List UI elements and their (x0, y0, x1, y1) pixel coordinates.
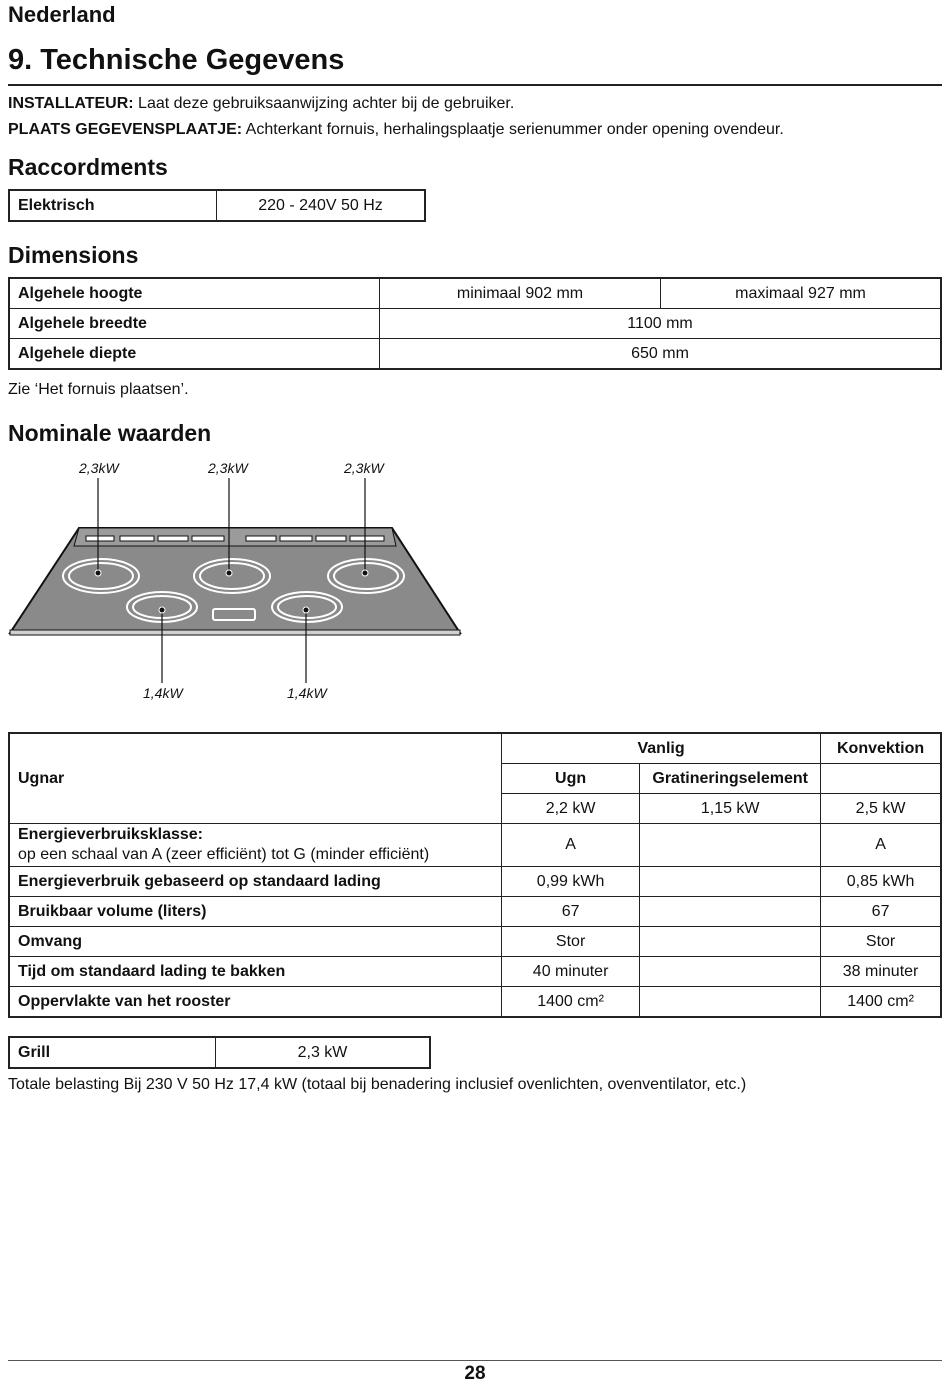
oven-row-ugn: 67 (501, 897, 639, 927)
energy-class-sub: op een schaal van A (zeer efficiënt) tot G (minder efficiënt) (18, 846, 430, 863)
dimension-value: 650 mm (380, 339, 942, 370)
group-vanlig: Vanlig (501, 733, 820, 764)
oven-row-label: Bruikbaar volume (liters) (9, 897, 501, 927)
oven-row-label: Omvang (9, 927, 501, 957)
col-ugn: Ugn (501, 764, 639, 794)
col-grill: Gratineringselement (640, 764, 821, 794)
oven-row-label: Energieverbruik gebaseerd op standaard lading (9, 867, 501, 897)
power-konv: 2,5 kW (821, 794, 941, 824)
oven-row-label: Oppervlakte van het rooster (9, 987, 501, 1018)
grill-value: 2,3 kW (216, 1037, 431, 1068)
oven-row-ugn: Stor (501, 927, 639, 957)
grill-table (8, 1036, 431, 1069)
hob-label-rear-right: 2,3kW (344, 460, 384, 476)
hob-label-rear-left: 2,3kW (79, 460, 119, 476)
dimension-value: 1100 mm (380, 309, 942, 339)
plate-label: PLAATS GEGEVENSPLAATJE: (8, 121, 243, 138)
connections-table (8, 189, 426, 222)
oven-row-ugn: 40 minuter (501, 957, 639, 987)
table-row (9, 1037, 430, 1068)
installer-line (8, 95, 514, 113)
oven-row-ugn: 0,99 kWh (501, 867, 639, 897)
oven-row-konv: 1400 cm² (821, 987, 941, 1018)
ratings-heading: Nominale waarden (8, 420, 212, 446)
ovens-table (8, 732, 942, 1018)
hob-label-front-right: 1,4kW (287, 685, 327, 701)
oven-row-konv: 0,85 kWh (821, 867, 941, 897)
table-row (9, 987, 941, 1018)
language-header: Nederland (8, 2, 116, 27)
dimension-label: Algehele diepte (9, 339, 380, 370)
oven-row-grill (640, 927, 821, 957)
energy-class-ugn: A (501, 824, 639, 867)
connections-label: Elektrisch (9, 190, 217, 221)
connections-value: 220 - 240V 50 Hz (217, 190, 426, 221)
table-row (9, 824, 941, 867)
energy-class-label: Energieverbruiksklasse: (18, 826, 203, 843)
table-row (9, 867, 941, 897)
hob-front-edge (10, 630, 460, 635)
oven-row-konv: 38 minuter (821, 957, 941, 987)
col-konv-empty (821, 764, 941, 794)
hob-label-rear-center: 2,3kW (208, 460, 248, 476)
hob-label-front-left: 1,4kW (143, 685, 183, 701)
ovens-row-header: Ugnar (9, 733, 501, 824)
dimension-min: minimaal 902 mm (380, 278, 661, 309)
dimension-label: Algehele hoogte (9, 278, 380, 309)
table-row (9, 733, 941, 764)
table-row (9, 927, 941, 957)
table-row (9, 309, 941, 339)
energy-class-grill (640, 824, 821, 867)
oven-row-konv: Stor (821, 927, 941, 957)
oven-row-grill (640, 957, 821, 987)
grill-label: Grill (9, 1037, 216, 1068)
page-number: 28 (464, 1363, 486, 1384)
oven-row-grill (640, 897, 821, 927)
energy-class-cell (9, 824, 501, 867)
dimensions-note: Zie ‘Het fornuis plaatsen’. (8, 381, 189, 398)
chapter-title: 9. Technische Gegevens (8, 44, 345, 76)
energy-class-konv: A (821, 824, 941, 867)
oven-row-label: Tijd om standaard lading te bakken (9, 957, 501, 987)
oven-row-grill (640, 987, 821, 1018)
group-konvektion: Konvektion (821, 733, 941, 764)
total-load: Totale belasting Bij 230 V 50 Hz 17,4 kW (totaal bij benadering inclusief ovenlichten, ovenventilator, etc.) (8, 1076, 747, 1093)
plate-line (8, 121, 784, 139)
table-row (9, 339, 941, 370)
table-row (9, 278, 941, 309)
installer-text: Laat deze gebruiksaanwijzing achter bij de gebruiker. (133, 95, 515, 112)
oven-row-grill (640, 867, 821, 897)
plate-text: Achterkant fornuis, herhalingsplaatje serienummer onder opening ovendeur. (242, 121, 784, 138)
dimension-label: Algehele breedte (9, 309, 380, 339)
power-grill: 1,15 kW (640, 794, 821, 824)
installer-label: INSTALLATEUR: (8, 95, 134, 112)
footer-rule (8, 1360, 942, 1361)
title-rule (8, 84, 942, 86)
oven-row-konv: 67 (821, 897, 941, 927)
hob-diagram (0, 455, 480, 705)
connections-heading: Raccordments (8, 154, 168, 180)
power-ugn: 2,2 kW (501, 794, 639, 824)
table-row (9, 897, 941, 927)
dimension-max: maximaal 927 mm (661, 278, 942, 309)
table-row (9, 957, 941, 987)
oven-row-ugn: 1400 cm² (501, 987, 639, 1018)
dimensions-table (8, 277, 942, 370)
dimensions-heading: Dimensions (8, 242, 139, 268)
